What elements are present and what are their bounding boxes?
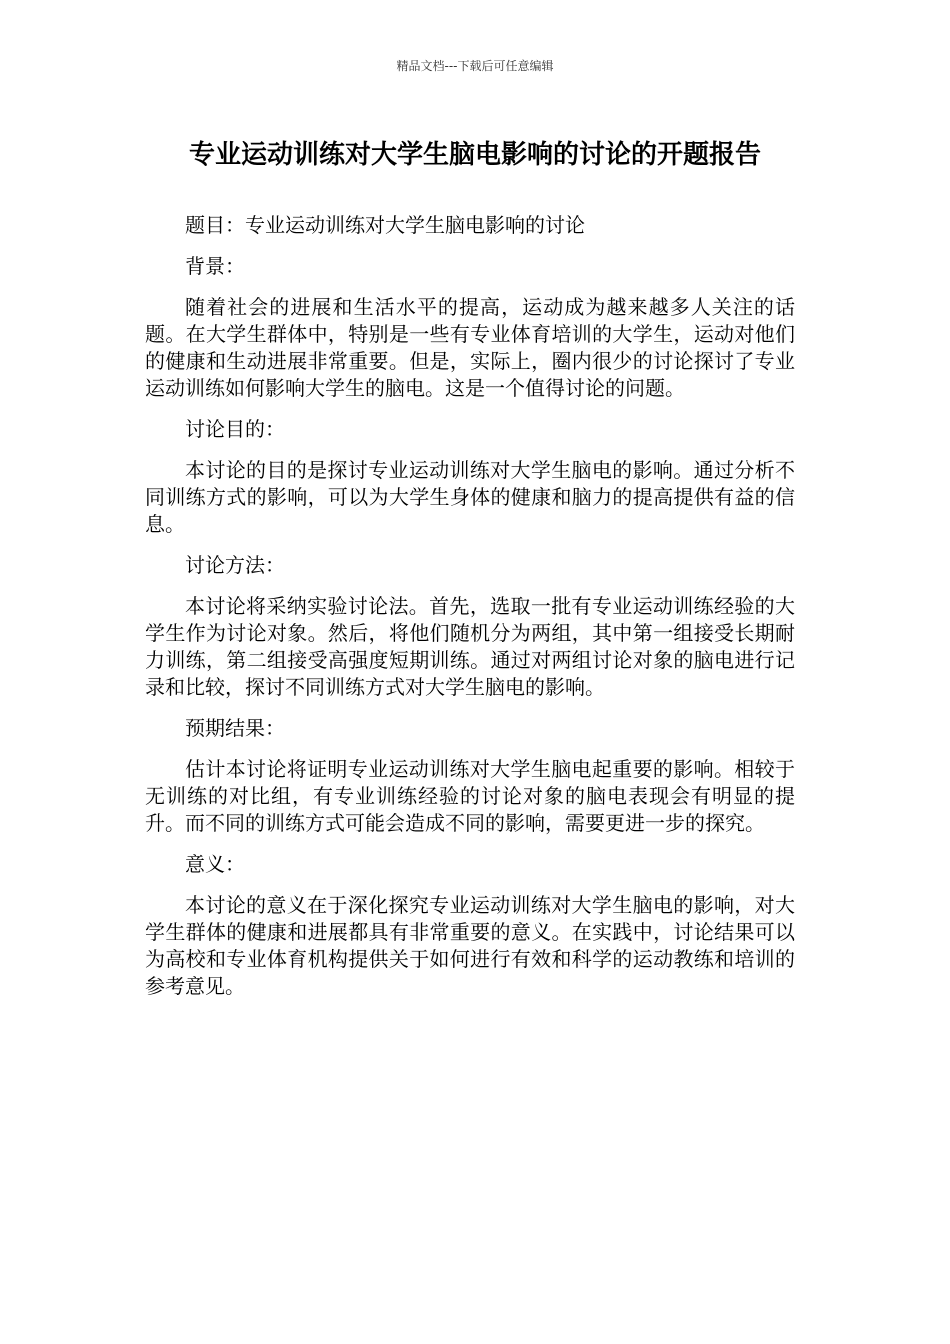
- significance-paragraph: 本讨论的意义在于深化探究专业运动训练对大学生脑电的影响，对大学生群体的健康和进展都具有非常重要的意义。在实践中，讨论结果可以为高校和专业体育机构提供关于如何进行有效和科学的运动教练和培训的参考意见。: [145, 893, 795, 998]
- header-watermark: 精品文档---下载后可任意编辑: [396, 59, 554, 73]
- background-heading: 背景：: [185, 254, 245, 278]
- method-paragraph: 本讨论将采纳实验讨论法。首先，选取一批有专业运动训练经验的大学生作为讨论对象。然后，将他们随机分为两组，其中第一组接受长期耐力训练，第二组接受高强度短期训练。通过对两组讨论对象的脑电进行记录和比较，探讨不同训练方式对大学生脑电的影响。: [145, 594, 795, 699]
- purpose-paragraph: 本讨论的目的是探讨专业运动训练对大学生脑电的影响。通过分析不同训练方式的影响，可以为大学生身体的健康和脑力的提高提供有益的信息。: [145, 458, 795, 536]
- background-paragraph: 随着社会的进展和生活水平的提高，运动成为越来越多人关注的话题。在大学生群体中，特别是一些有专业体育培训的大学生，运动对他们的健康和生动进展非常重要。但是，实际上，圈内很少的讨论探讨了专业运动训练如何影响大学生的脑电。这是一个值得讨论的问题。: [145, 295, 795, 400]
- method-heading: 讨论方法：: [185, 553, 285, 577]
- purpose-heading: 讨论目的：: [185, 417, 285, 441]
- document-title: 专业运动训练对大学生脑电影响的讨论的开题报告: [188, 140, 761, 170]
- result-paragraph: 估计本讨论将证明专业运动训练对大学生脑电起重要的影响。相较于无训练的对比组，有专业训练经验的讨论对象的脑电表现会有明显的提升。而不同的训练方式可能会造成不同的影响，需要更进一步的探究。: [145, 757, 795, 835]
- result-heading: 预期结果：: [185, 716, 285, 740]
- topic-line: 题目：专业运动训练对大学生脑电影响的讨论: [185, 213, 585, 237]
- significance-heading: 意义：: [185, 852, 245, 876]
- document-body: [145, 212, 795, 1014]
